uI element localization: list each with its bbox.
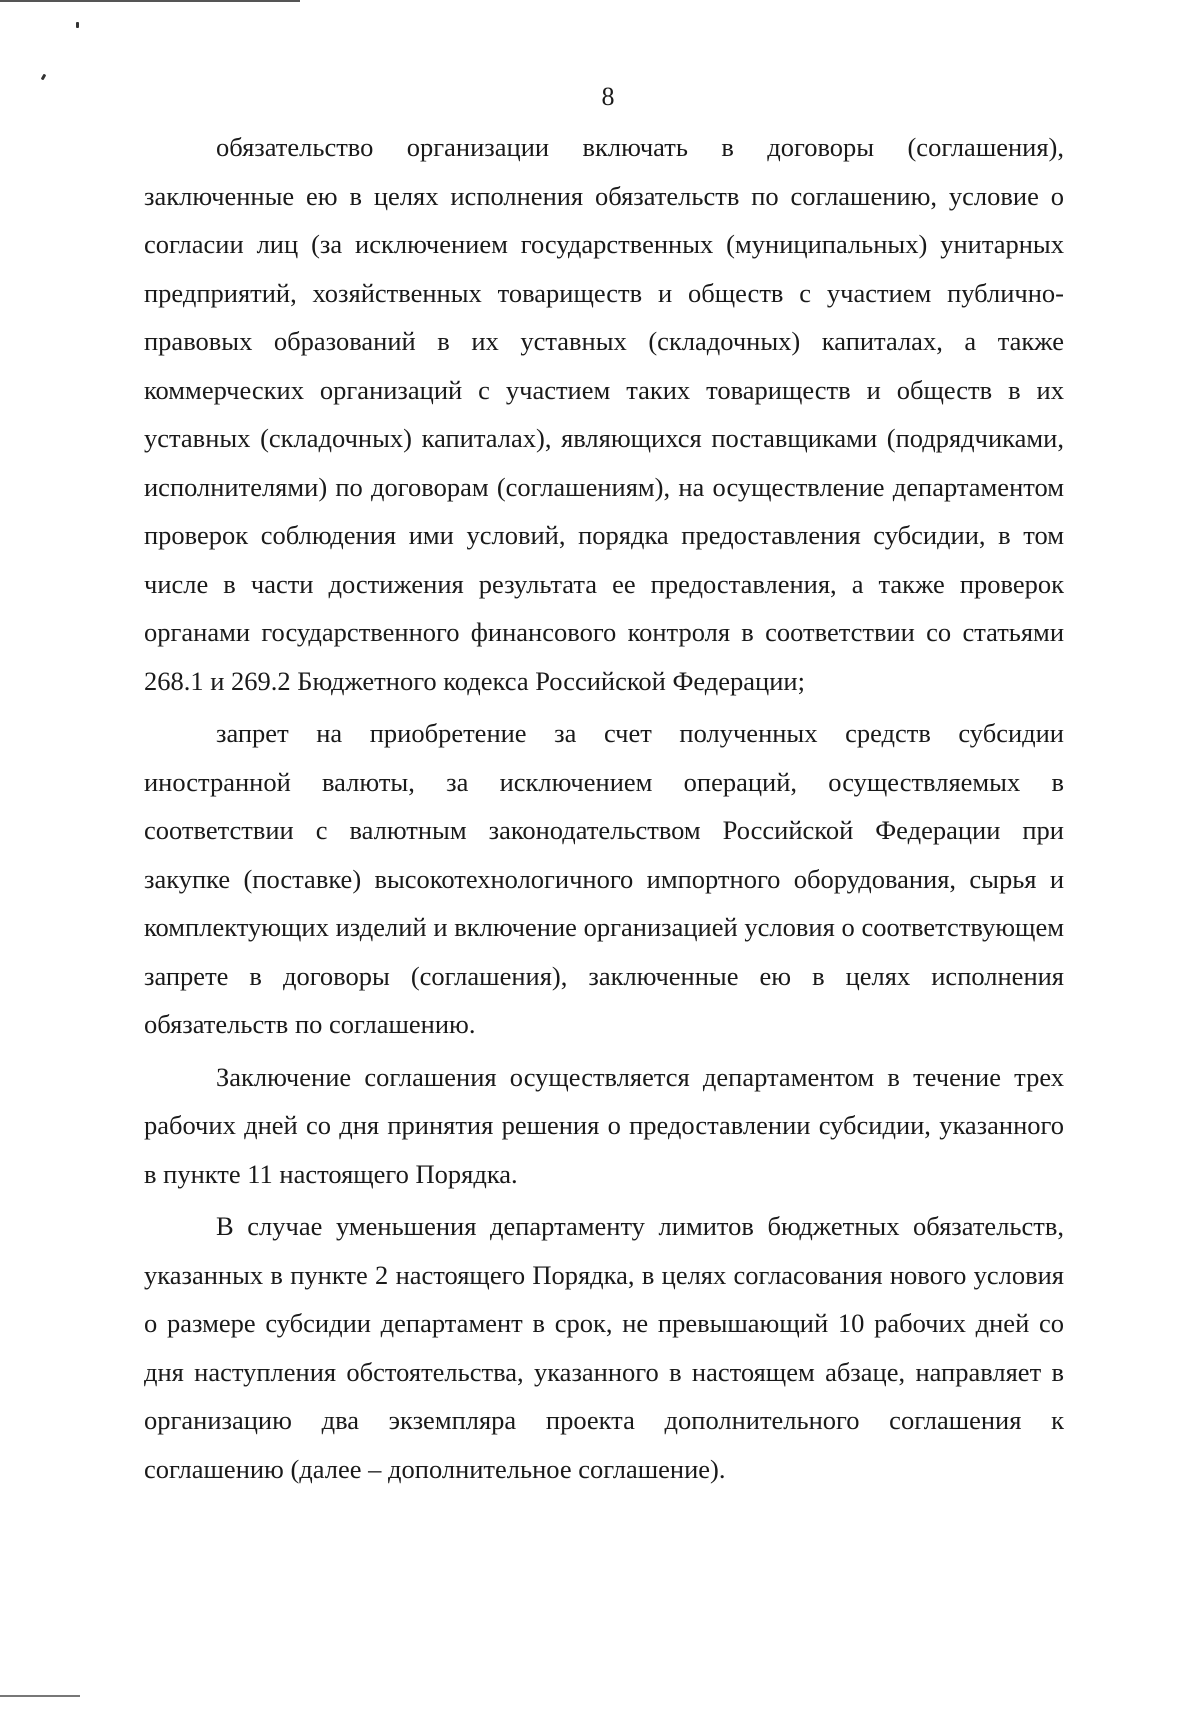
scan-edge-mark-bottom xyxy=(0,1695,80,1697)
paragraph-limits-reduction: В случае уменьшения департаменту лимитов бюджетных обязательств, указанных в пункте 2 настоящего Порядка, в целях согласования нового условия о размере субсидии департамент в срок, не превышающий 10 рабочих дней со дня наступления обстоятельства, указанного в настоящем абзаце, направляет в организацию два экземпляра проекта дополнительного соглашения к соглашению (далее – дополнительное соглашение). xyxy=(144,1211,1064,1484)
scan-speck xyxy=(41,74,47,81)
paragraph-agreement-conclusion: Заключение соглашения осуществляется департаментом в течение трех рабочих дней со дня принятия решения о предоставлении субсидии, указанного в пункте 11 настоящего Порядка. xyxy=(144,1061,1064,1189)
document-body xyxy=(144,123,1064,1497)
paragraph-currency-ban: запрет на приобретение за счет полученных средств субсидии иностранной валюты, за исключением операций, осуществляемых в соответствии с валютным законодательством Российской Федерации при закупке (поставке) высокотехнологичного импортного оборудования, сырья и комплектующих изделий и включение организацией условия о соответствующем запрете в договоры (соглашения), заключенные ею в целях исполнения обязательств по соглашению. xyxy=(144,718,1064,1039)
scan-edge-mark-top xyxy=(0,0,300,2)
page-number: 8 xyxy=(601,82,615,111)
paragraph-obligation-clause: обязательство организации включать в договоры (соглашения), заключенные ею в целях исполнения обязательств по соглашению, условие о согласии лиц (за исключением государственных (муниципальных) унитарных предприятий, хозяйственных товариществ и обществ с участием публично-правовых образований в их уставных (складочных) капиталах, а также коммерческих организаций с участием таких товариществ и обществ в их уставных (складочных) капиталах), являющихся поставщиками (подрядчиками, исполнителями) по договорам (соглашениям), на осуществление департаментом проверок соблюдения ими условий, порядка предоставления субсидии, в том числе в части достижения результата ее предоставления, а также проверок органами государственного финансового контроля в соответствии со статьями 268.1 и 269.2 Бюджетного кодекса Российской Федерации; xyxy=(144,132,1064,696)
scan-speck xyxy=(76,22,79,28)
